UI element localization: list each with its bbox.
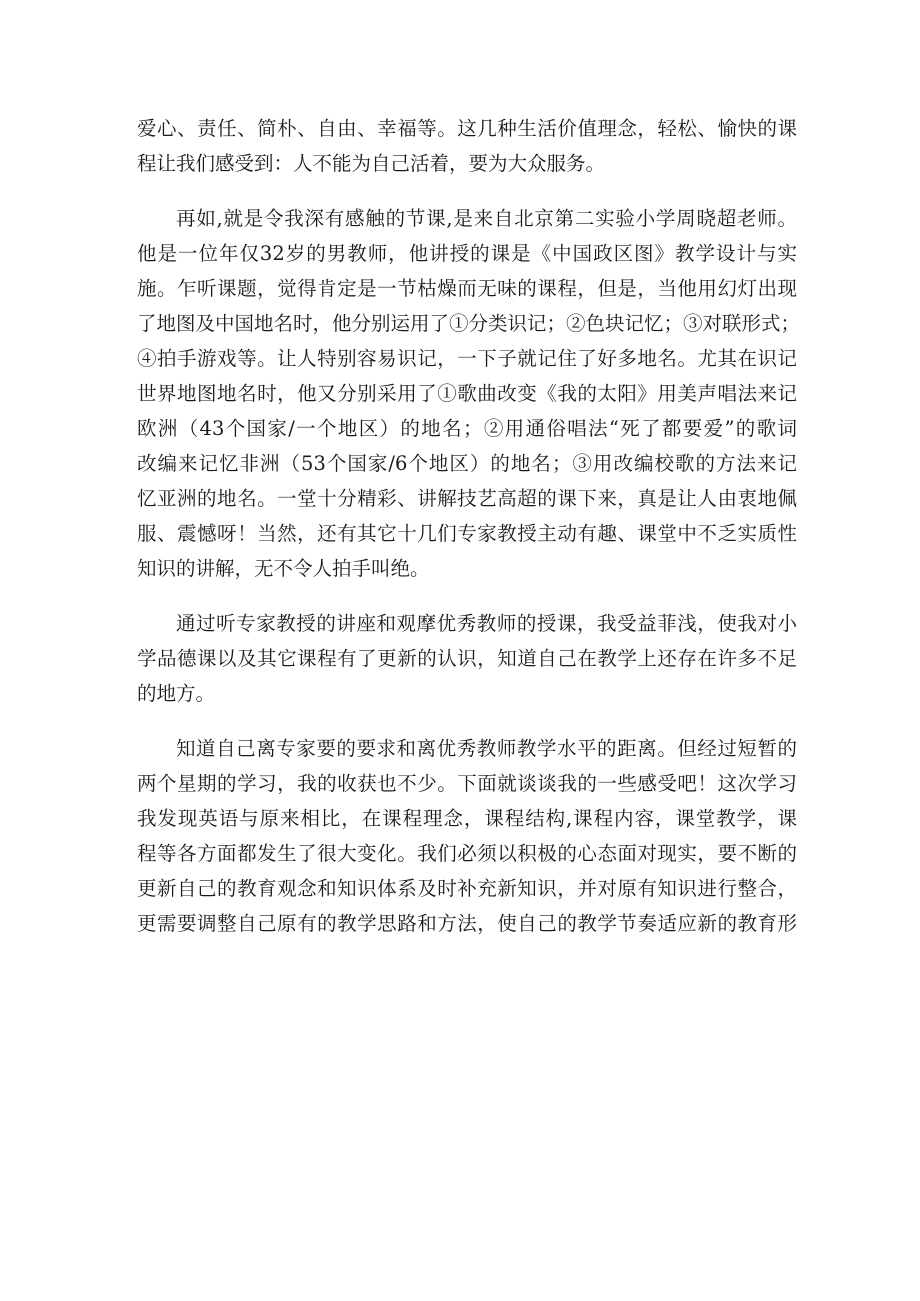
text-line: 服、震憾呀！当然，还有其它十几们专家教授主动有趣、课堂中不乏实质性	[137, 522, 797, 545]
text-line: 世界地图地名时，他又分别采用了①歌曲改变《我的太阳》用美声唱法来记	[137, 382, 797, 405]
text-line: 两个星期的学习，我的收获也不少。下面就谈谈我的一些感受吧！这次学习	[137, 772, 797, 795]
text-line: 学品德课以及其它课程有了更新的认识，知道自己在教学上还存在许多不足	[137, 647, 797, 670]
text-line: 爱心、责任、简朴、自由、幸福等。这几种生活价值理念，轻松、愉快的课	[137, 117, 797, 140]
text-line: 再如,就是令我深有感触的节课,是来自北京第二实验小学周晓超老师。	[176, 207, 797, 230]
document-body	[137, 111, 801, 961]
text-line: ④拍手游戏等。让人特别容易识记，一下子就记住了好多地名。尤其在识记	[137, 347, 797, 370]
paragraph-1	[137, 111, 797, 181]
text-line: 知道自己离专家要的要求和离优秀教师教学水平的距离。但经过短暂的	[176, 737, 797, 760]
paragraph-4	[137, 731, 797, 941]
text-line: 改编来记忆非洲（53个国家/6个地区）的地名；③用改编校歌的方法来记	[137, 452, 797, 475]
text-line: 的地方。	[137, 682, 216, 705]
text-line: 施。乍听课题，觉得肯定是一节枯燥而无味的课程，但是，当他用幻灯出现	[137, 277, 797, 300]
paragraph-3	[137, 606, 797, 711]
text-line: 了地图及中国地名时，他分别运用了①分类识记；②色块记忆；③对联形式；	[137, 312, 801, 335]
paragraph-2	[137, 201, 801, 586]
text-line: 通过听专家教授的讲座和观摩优秀教师的授课，我受益菲浅，使我对小	[176, 612, 797, 635]
text-line: 我发现英语与原来相比，在课程理念，课程结构,课程内容，课堂教学，课	[137, 807, 797, 830]
text-line: 他是一位年仅32岁的男教师，他讲授的课是《中国政区图》教学设计与实	[137, 242, 797, 265]
text-line: 欧洲（43个国家/一个地区）的地名；②用通俗唱法“死了都要爱”的歌词	[137, 417, 797, 440]
text-line: 知识的讲解，无不令人拍手叫绝。	[137, 557, 430, 580]
text-line: 程等各方面都发生了很大变化。我们必须以积极的心态面对现实，要不断的	[137, 842, 797, 865]
text-line: 更需要调整自己原有的教学思路和方法，使自己的教学节奏适应新的教育形	[137, 912, 797, 935]
text-line: 程让我们感受到：人不能为自己活着，要为大众服务。	[137, 152, 606, 175]
text-line: 更新自己的教育观念和知识体系及时补充新知识，并对原有知识进行整合，	[137, 877, 797, 900]
text-line: 忆亚洲的地名。一堂十分精彩、讲解技艺高超的课下来，真是让人由衷地佩	[137, 487, 797, 510]
